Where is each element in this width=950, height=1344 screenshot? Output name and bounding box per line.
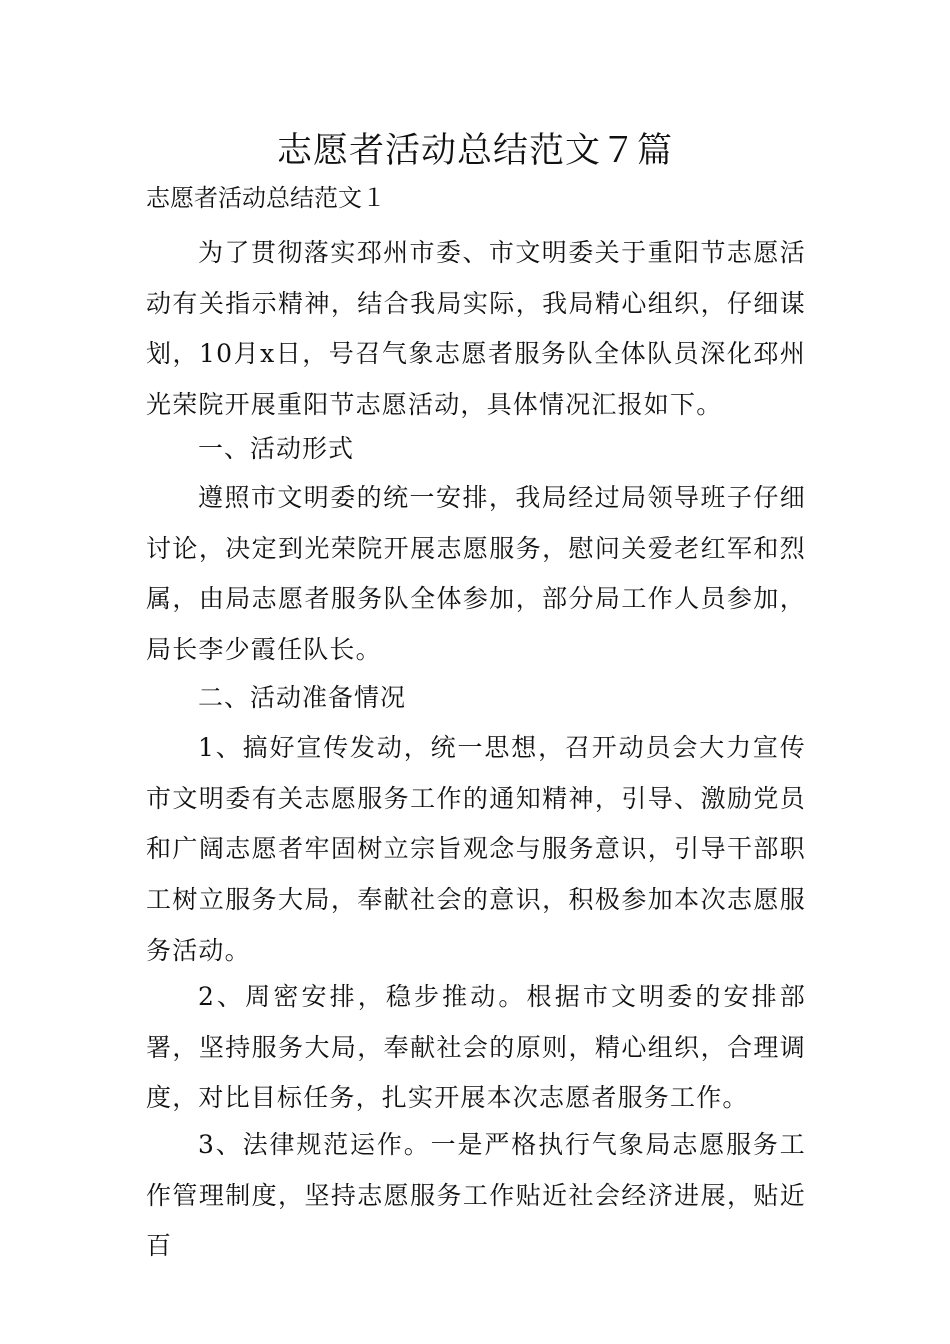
paragraph-activity-form: 遵照市文明委的统一安排，我局经过局领导班子仔细讨论，决定到光荣院开展志愿服务，慰问关爱老红军和烈属，由局志愿者服务队全体参加，部分局工作人员参加，局长李少霞任队长。 — [146, 483, 806, 665]
paragraph-item-1: 1、搞好宣传发动，统一思想，召开动员会大力宣传市文明委有关志愿服务工作的通知精神，引导、激励党员和广阔志愿者牢固树立宗旨观念与服务意识，引导干部职工树立服务大局，奉献社会的意识，积极参加本次志愿服务活动。 — [146, 733, 806, 965]
section-heading-preparation: 二、活动准备情况 — [198, 683, 407, 712]
paragraph-item-2: 2、周密安排，稳步推动。根据市文明委的安排部署，坚持服务大局，奉献社会的原则，精心组织，合理调度，对比目标任务，扎实开展本次志愿者服务工作。 — [146, 982, 806, 1113]
document-title: 志愿者活动总结范文７篇 — [276, 131, 673, 171]
document-subtitle: 志愿者活动总结范文１ — [146, 184, 386, 212]
paragraph-item-3: 3、法律规范运作。一是严格执行气象局志愿服务工作管理制度，坚持志愿服务工作贴近社会经济进展，贴近百 — [146, 1130, 806, 1261]
section-heading-activity-form: 一、活动形式 — [198, 434, 355, 463]
paragraph-intro: 为了贯彻落实邳州市委、市文明委关于重阳节志愿活动有关指示精神，结合我局实际，我局精心组织，仔细谋划，10月x日，号召气象志愿者服务队全体队员深化邳州光荣院开展重阳节志愿活动，具体情况汇报如下。 — [146, 238, 806, 420]
